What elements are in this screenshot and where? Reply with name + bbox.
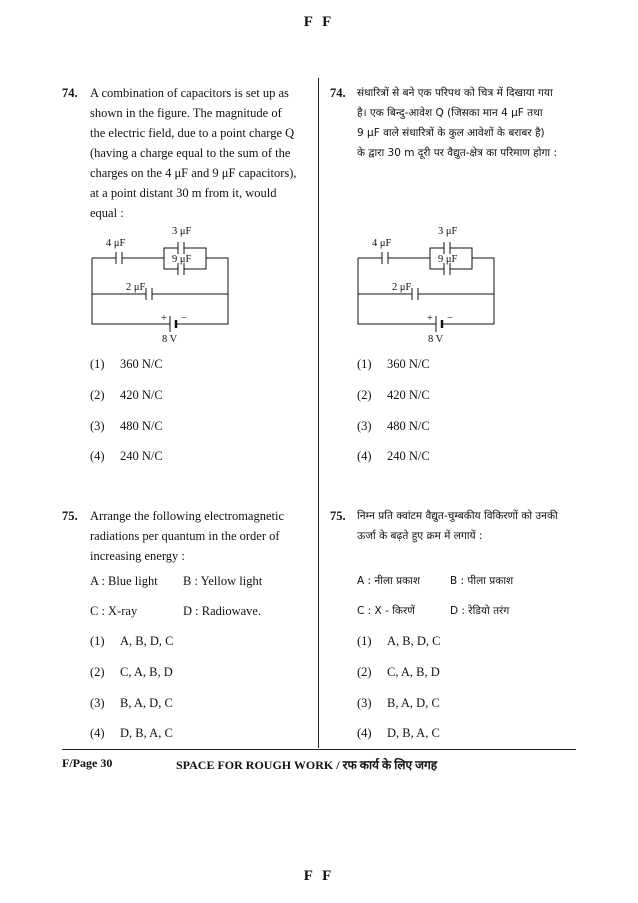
battery-label: 8 V <box>162 334 178 344</box>
q75-option-2-hi[interactable] <box>357 665 440 680</box>
q74-en-line: charges on the 4 μF and 9 μF capacitors), <box>90 166 297 180</box>
option-text: 360 N/C <box>387 357 430 371</box>
q74-option-2-hi[interactable] <box>357 388 430 403</box>
item-a-hi: A : नीला प्रकाश <box>357 575 421 587</box>
q74-text-hi <box>357 83 582 163</box>
q75-number-hi: 75. <box>330 509 346 523</box>
option-number: (4) <box>357 726 372 740</box>
q75-hi-line: ऊर्जा के बढ़ते हुए क्रम में लगायें : <box>357 530 483 542</box>
option-text: 420 N/C <box>120 388 163 402</box>
q74-text-en <box>90 83 310 223</box>
option-text: A, B, D, C <box>387 634 441 648</box>
q75-option-3-hi[interactable] <box>357 696 440 711</box>
q75-option-1-hi[interactable] <box>357 634 440 649</box>
page-header: F F <box>303 14 335 30</box>
option-text: D, B, A, C <box>387 726 440 740</box>
option-number: (4) <box>90 726 105 740</box>
option-text: 480 N/C <box>387 419 430 433</box>
option-text: B, A, D, C <box>120 696 173 710</box>
q75-text-en <box>90 506 310 566</box>
option-number: (2) <box>90 388 105 402</box>
q74-option-3-hi[interactable] <box>357 419 430 434</box>
q75-option-4-en[interactable] <box>90 726 173 741</box>
item-b-hi: B : पीला प्रकाश <box>450 575 514 587</box>
option-text: A, B, D, C <box>120 634 174 648</box>
item-d-en: D : Radiowave. <box>183 604 262 618</box>
q75-option-4-hi[interactable] <box>357 726 440 741</box>
q75-option-1-en[interactable] <box>90 634 173 649</box>
q75-number-en: 75. <box>62 509 78 523</box>
option-number: (1) <box>90 634 105 648</box>
option-number: (1) <box>90 357 105 371</box>
q74-en-line: A combination of capacitors is set up as <box>90 86 289 100</box>
cap-9uf-label: 9 μF <box>438 254 458 265</box>
q74-option-2-en[interactable] <box>90 388 163 403</box>
q74-hi-line: संधारित्रों से बने एक परिपथ को चित्र में दिखाया गया <box>357 87 553 99</box>
cap-3uf-label: 3 μF <box>172 226 192 237</box>
q74-number-en: 74. <box>62 86 78 100</box>
option-number: (2) <box>357 388 372 402</box>
q75-en-line: radiations per quantum in the order of <box>90 529 280 543</box>
option-number: (3) <box>90 419 105 433</box>
circuit-diagram-hi <box>354 222 504 344</box>
option-number: (3) <box>357 419 372 433</box>
q75-en-line: increasing energy : <box>90 549 185 563</box>
item-b-en: B : Yellow light <box>183 574 263 588</box>
option-text: 480 N/C <box>120 419 163 433</box>
option-number: (1) <box>357 357 372 371</box>
option-number: (2) <box>357 665 372 679</box>
q74-number-hi: 74. <box>330 86 346 100</box>
option-text: C, A, B, D <box>387 665 440 679</box>
page-footer: F F <box>303 868 335 884</box>
option-number: (3) <box>90 696 105 710</box>
item-c-en: C : X-ray <box>90 604 138 618</box>
q75-en-line: Arrange the following electromagnetic <box>90 509 285 523</box>
q74-option-3-en[interactable] <box>90 419 163 434</box>
column-divider <box>318 78 319 748</box>
cap-9uf-label: 9 μF <box>172 254 192 265</box>
option-number: (3) <box>357 696 372 710</box>
cap-4uf-label: 4 μF <box>372 238 392 249</box>
battery-minus: − <box>447 313 453 324</box>
q74-hi-line: के द्वारा 30 m दूरी पर वैद्युत-क्षेत्र का परिमाण होगा : <box>357 147 558 159</box>
option-text: 240 N/C <box>387 449 430 463</box>
option-text: B, A, D, C <box>387 696 440 710</box>
option-number: (1) <box>357 634 372 648</box>
footer-rule <box>62 749 576 750</box>
q74-hi-line: 9 μF वाले संधारित्रों के कुल आवेशों के बराबर है) <box>357 127 545 139</box>
page-label: F/Page 30 <box>62 756 113 770</box>
q75-hi-line: निम्न प्रति क्वांटम वैद्युत-चुम्बकीय विकिरणों को उनकी <box>357 510 558 522</box>
q75-option-2-en[interactable] <box>90 665 173 680</box>
battery-label: 8 V <box>428 334 444 344</box>
option-number: (2) <box>90 665 105 679</box>
q74-en-line: (having a charge equal to the sum of the <box>90 146 291 160</box>
q74-option-1-hi[interactable] <box>357 357 430 372</box>
option-text: C, A, B, D <box>120 665 173 679</box>
circuit-diagram-en <box>88 222 238 344</box>
q74-option-1-en[interactable] <box>90 357 163 372</box>
q75-text-hi <box>357 506 582 546</box>
option-text: D, B, A, C <box>120 726 173 740</box>
q74-option-4-hi[interactable] <box>357 449 430 464</box>
battery-plus: + <box>161 313 167 324</box>
q74-en-line: equal : <box>90 206 124 220</box>
battery-minus: − <box>181 313 187 324</box>
item-d-hi: D : रेडियो तरंग <box>450 605 510 617</box>
cap-2uf-label: 2 μF <box>126 282 146 293</box>
cap-2uf-label: 2 μF <box>392 282 412 293</box>
rough-work-label: SPACE FOR ROUGH WORK / रफ कार्य के लिए जगह <box>176 758 438 772</box>
q75-option-3-en[interactable] <box>90 696 173 711</box>
item-a-en: A : Blue light <box>90 574 158 588</box>
option-text: 240 N/C <box>120 449 163 463</box>
option-number: (4) <box>90 449 105 463</box>
q74-en-line: shown in the figure. The magnitude of <box>90 106 282 120</box>
option-text: 420 N/C <box>387 388 430 402</box>
q74-hi-line: है। एक बिन्दु-आवेश Q (जिसका मान 4 μF तथा <box>357 107 543 119</box>
q74-option-4-en[interactable] <box>90 449 163 464</box>
cap-4uf-label: 4 μF <box>106 238 126 249</box>
item-c-hi: C : X - किरणें <box>357 605 415 617</box>
battery-plus: + <box>427 313 433 324</box>
option-number: (4) <box>357 449 372 463</box>
q74-en-line: the electric field, due to a point charge Q <box>90 126 295 140</box>
cap-3uf-label: 3 μF <box>438 226 458 237</box>
option-text: 360 N/C <box>120 357 163 371</box>
q74-en-line: at a point distant 30 m from it, would <box>90 186 277 200</box>
